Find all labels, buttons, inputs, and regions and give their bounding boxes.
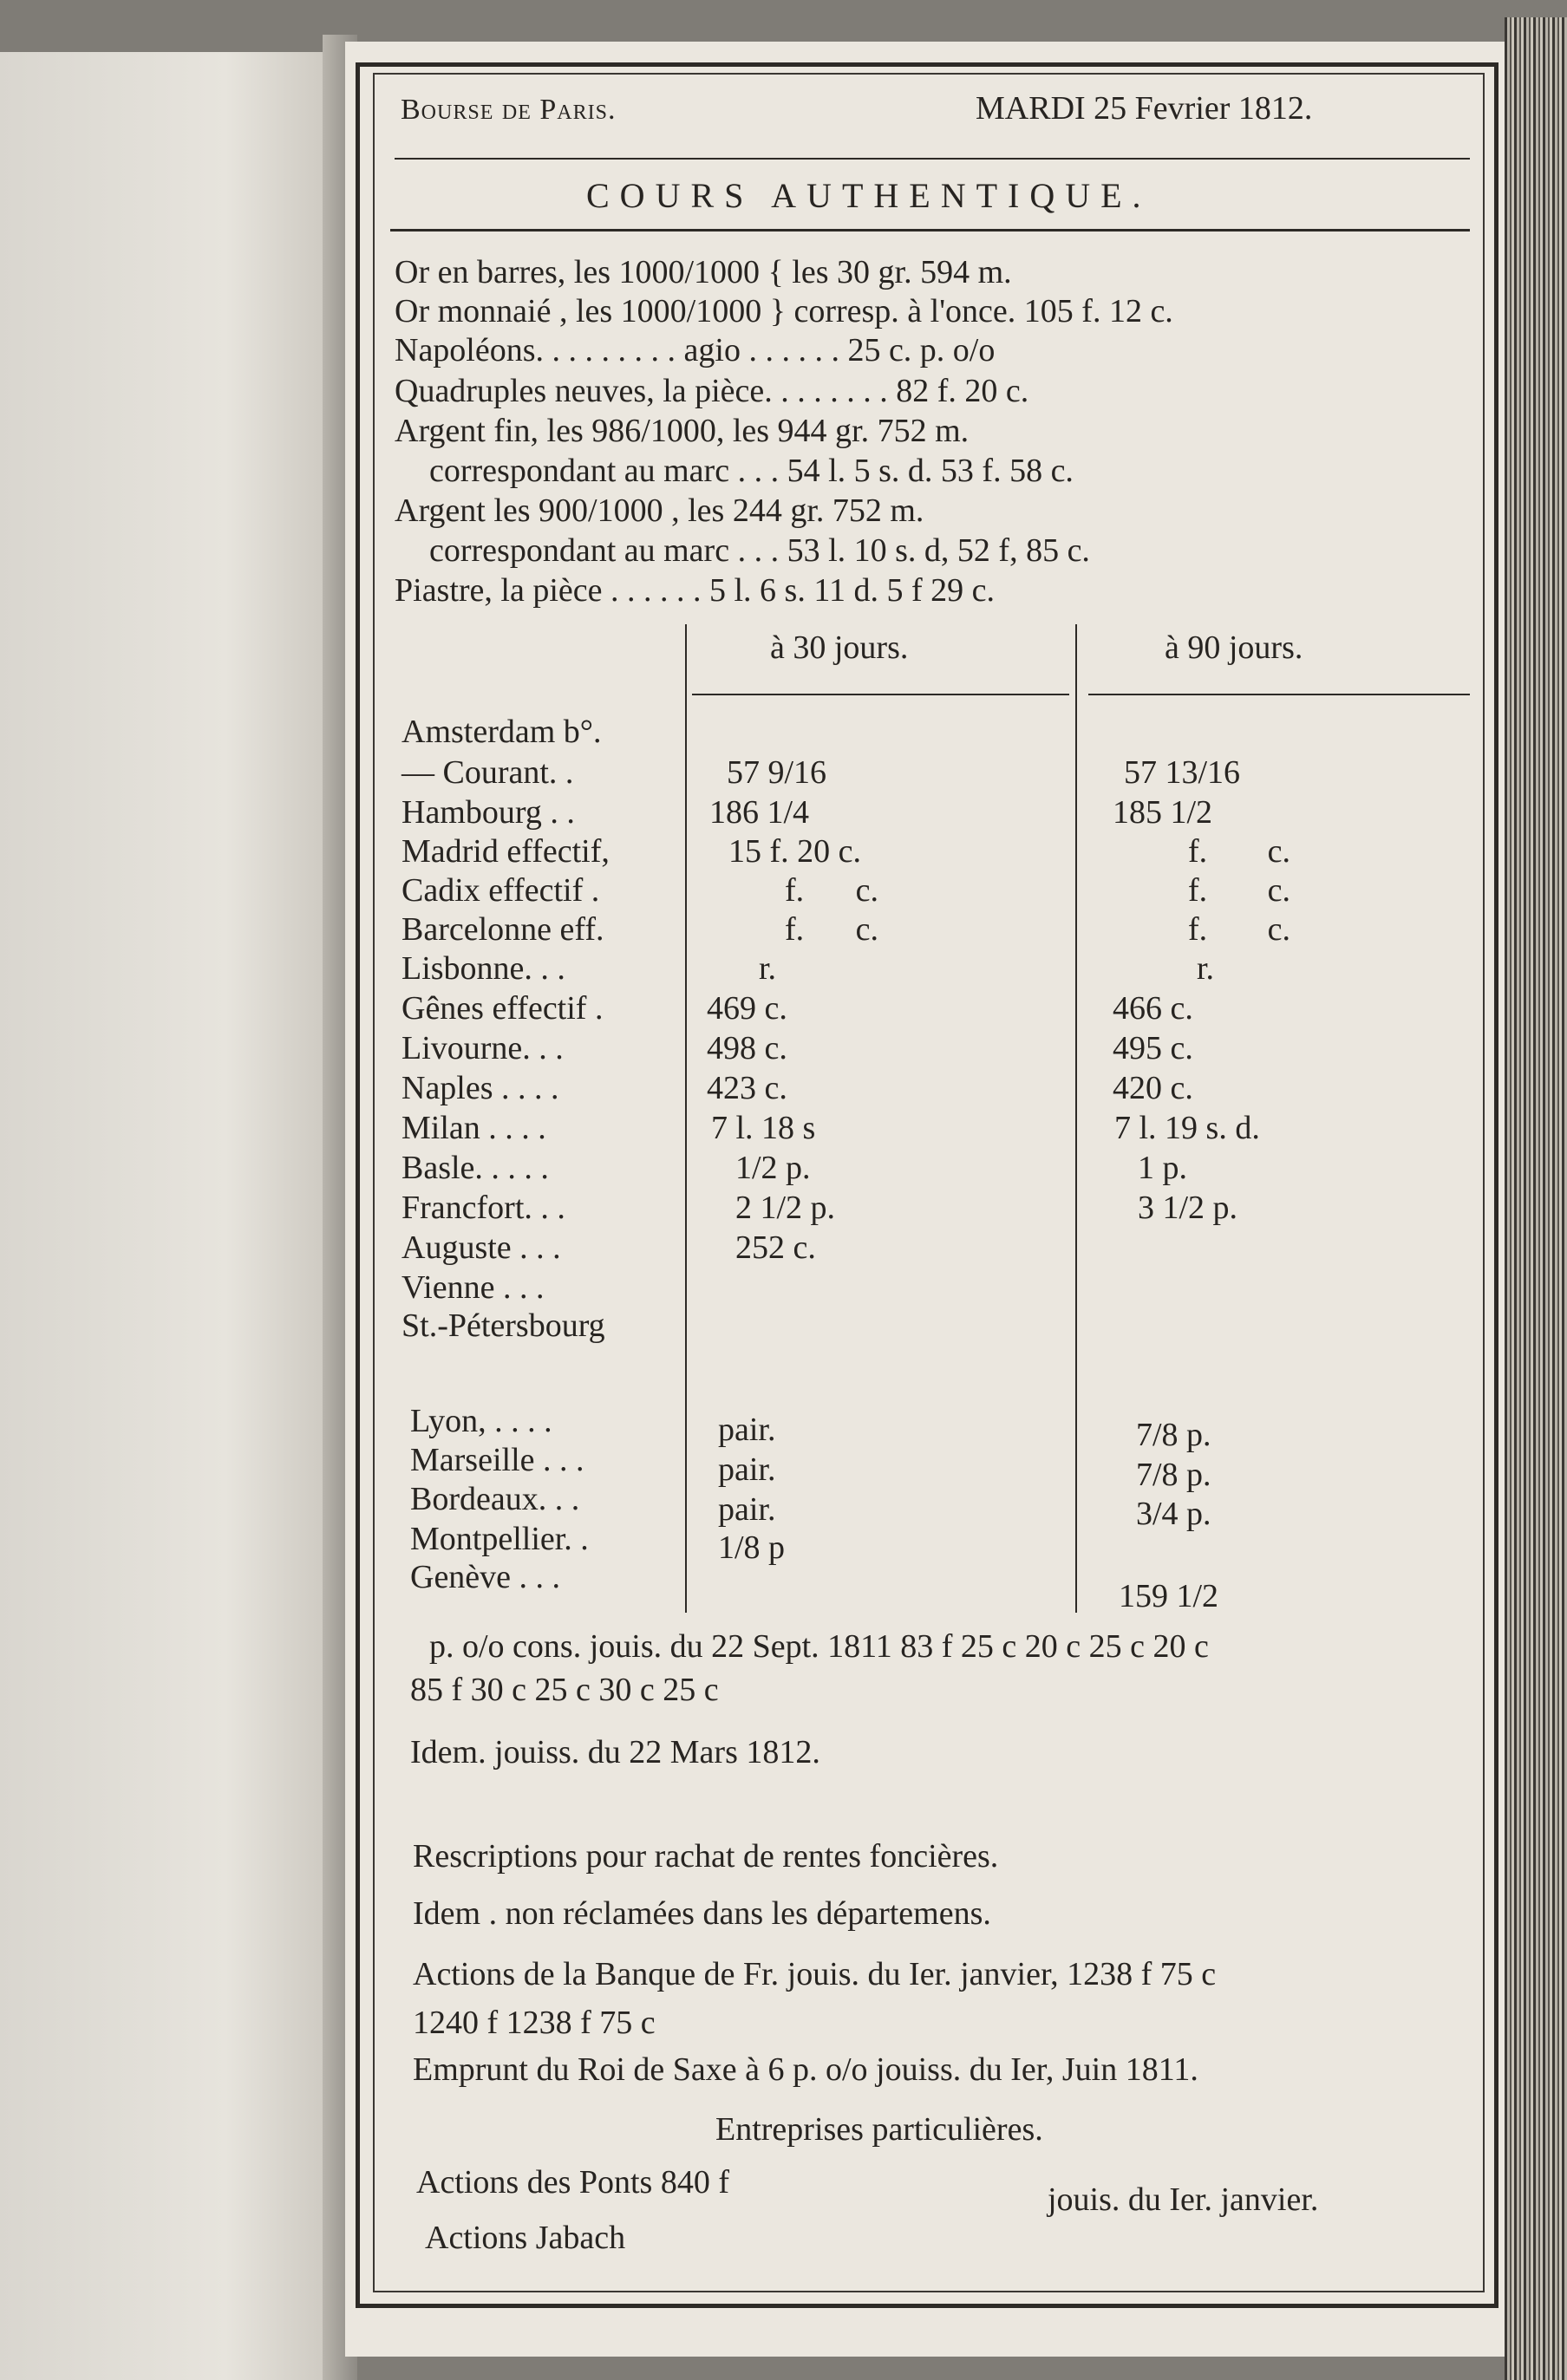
row-place: Francfort. . . (402, 1190, 565, 1226)
funds-line-10a: Actions des Ponts 840 f (416, 2164, 729, 2201)
row-d90: 420 c. (1113, 1070, 1193, 1106)
row-d30: 186 1/4 (709, 794, 810, 831)
row-d90: f. c. (1188, 872, 1291, 909)
row-d90: 185 1/2 (1113, 794, 1213, 831)
row-place: Madrid effectif, (402, 833, 610, 870)
row-place: — Courant. . (402, 754, 574, 791)
funds-line-8: Emprunt du Roi de Saxe à 6 p. o/o jouiss. du Ier, Juin 1811. (413, 2051, 1198, 2088)
metal-line-2: Or monnaié , les 1000/1000 } corresp. à l'once. 105 f. 12 c. (395, 293, 1173, 329)
row-d30: 57 9/16 (727, 754, 827, 791)
row-place: Amsterdam b°. (402, 714, 602, 750)
row-place: Lyon, . . . . (410, 1403, 552, 1439)
row-place: Naples . . . . (402, 1070, 559, 1106)
funds-line-9: Entreprises particulières. (715, 2111, 1043, 2148)
metal-line-5: Argent fin, les 986/1000, les 944 gr. 752 m. (395, 413, 970, 449)
col-90-header: à 90 jours. (1165, 629, 1303, 666)
header-date: MARDI 25 Fevrier 1812. (976, 90, 1313, 127)
funds-line-7: 1240 f 1238 f 75 c (413, 2005, 656, 2041)
row-d90: 57 13/16 (1124, 754, 1241, 791)
funds-line-10b: jouis. du Ier. janvier. (1048, 2181, 1319, 2218)
rule-title (390, 229, 1470, 231)
funds-line-5: Idem . non réclamées dans les départemens. (413, 1895, 991, 1932)
row-place: Bordeaux. . . (410, 1481, 580, 1517)
row-d30: pair. (718, 1451, 776, 1488)
row-d90: f. c. (1188, 833, 1291, 870)
row-d30: 1/2 p. (735, 1150, 811, 1186)
funds-line-11: Actions Jabach (425, 2220, 626, 2256)
page-title: COURS AUTHENTIQUE. (586, 176, 1152, 215)
table-divider-right (1075, 624, 1077, 1613)
funds-line-1: p. o/o cons. jouis. du 22 Sept. 1811 83 f 25 c 20 c 25 c 20 c (429, 1628, 1209, 1665)
table-divider-left (685, 624, 687, 1613)
rule-top (395, 158, 1470, 160)
funds-line-2: 85 f 30 c 25 c 30 c 25 c (410, 1672, 719, 1708)
row-place: Cadix effectif . (402, 872, 600, 909)
row-d90: 159 1/2 (1119, 1578, 1219, 1614)
row-d30: 423 c. (707, 1070, 787, 1106)
row-place: Milan . . . . (402, 1110, 546, 1146)
funds-line-4: Rescriptions pour rachat de rentes foncières. (413, 1838, 999, 1875)
row-d90: 466 c. (1113, 990, 1193, 1027)
row-d90: 495 c. (1113, 1030, 1193, 1066)
row-d30: 252 c. (735, 1229, 816, 1266)
row-place: Marseille . . . (410, 1442, 584, 1478)
row-d30: f. c. (785, 911, 879, 948)
row-d90: 1 p. (1138, 1150, 1187, 1186)
row-d30: pair. (718, 1491, 776, 1528)
metal-line-3: Napoléons. . . . . . . . . agio . . . . . . 25 c. p. o/o (395, 332, 996, 368)
metal-line-8: correspondant au marc . . . 53 l. 10 s. d, 52 f, 85 c. (429, 532, 1090, 569)
row-place: Montpellier. . (410, 1521, 589, 1557)
row-d90: 7/8 p. (1136, 1417, 1211, 1453)
funds-line-3: Idem. jouiss. du 22 Mars 1812. (410, 1734, 820, 1770)
col-30-header: à 30 jours. (770, 629, 909, 666)
metal-line-9: Piastre, la pièce . . . . . . 5 l. 6 s. 11 d. 5 f 29 c. (395, 572, 995, 609)
row-place: Basle. . . . . (402, 1150, 549, 1186)
row-d90: r. (1197, 950, 1215, 987)
row-d90: f. c. (1188, 911, 1291, 948)
row-d30: 498 c. (707, 1030, 787, 1066)
row-d90: 3 1/2 p. (1138, 1190, 1238, 1226)
row-d30: 15 f. 20 c. (728, 833, 862, 870)
row-place: Auguste . . . (402, 1229, 561, 1266)
row-d30: f. c. (785, 872, 879, 909)
row-place: Lisbonne. . . (402, 950, 565, 987)
row-place: Barcelonne eff. (402, 911, 604, 948)
row-place: Livourne. . . (402, 1030, 564, 1066)
page-edges (1505, 17, 1567, 2380)
row-d90: 7/8 p. (1136, 1457, 1211, 1493)
header-left: Bourse de Paris. (401, 94, 617, 126)
row-d30: 7 l. 18 s (711, 1110, 816, 1146)
metal-line-4: Quadruples neuves, la pièce. . . . . . . . 82 f. 20 c. (395, 373, 1029, 409)
row-d30: pair. (718, 1412, 776, 1448)
funds-line-6: Actions de la Banque de Fr. jouis. du Ier. janvier, 1238 f 75 c (413, 1956, 1217, 1992)
row-d30: r. (759, 950, 777, 987)
row-place: Vienne . . . (402, 1269, 545, 1306)
metal-line-6: correspondant au marc . . . 54 l. 5 s. d. 53 f. 58 c. (429, 453, 1074, 489)
row-place: St.-Pétersbourg (402, 1307, 605, 1344)
row-d30: 469 c. (707, 990, 787, 1027)
row-d90: 7 l. 19 s. d. (1114, 1110, 1260, 1146)
metal-line-1: Or en barres, les 1000/1000 { les 30 gr. 594 m. (395, 254, 1012, 290)
metal-line-7: Argent les 900/1000 , les 244 gr. 752 m. (395, 492, 924, 529)
row-d30: 2 1/2 p. (735, 1190, 836, 1226)
row-place: Genève . . . (410, 1559, 561, 1595)
col-30-rule (692, 694, 1069, 695)
left-page (0, 52, 323, 2380)
row-d90: 3/4 p. (1136, 1496, 1211, 1532)
col-90-rule (1088, 694, 1470, 695)
row-d30: 1/8 p (718, 1529, 786, 1566)
row-place: Hambourg . . (402, 794, 575, 831)
row-place: Gênes effectif . (402, 990, 604, 1027)
